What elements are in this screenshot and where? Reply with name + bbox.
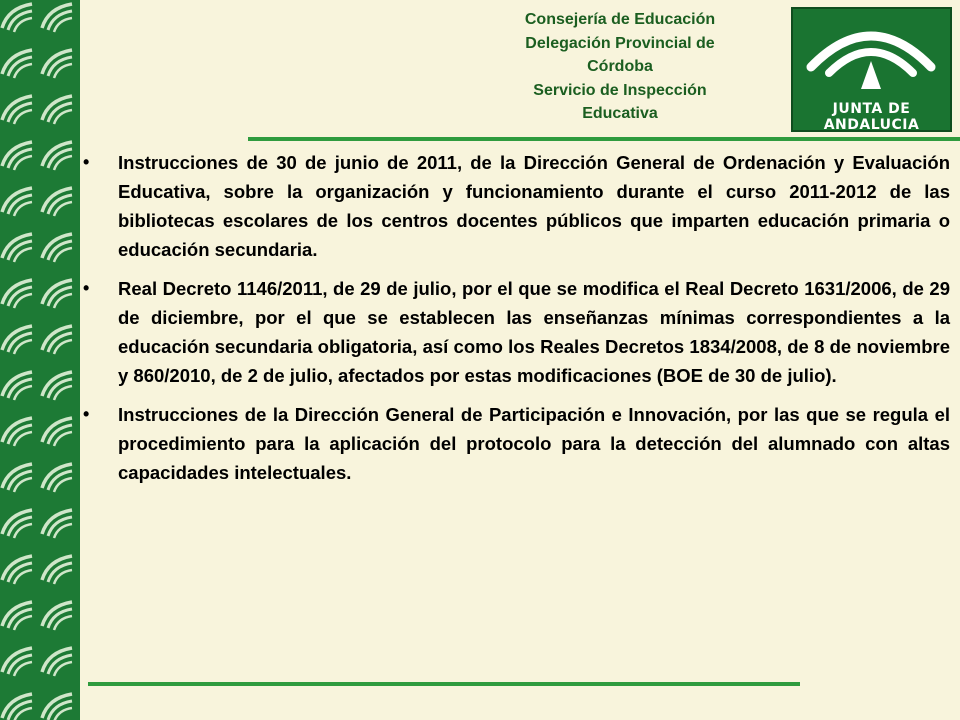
org-line-2: Delegación Provincial de [525, 34, 715, 52]
logo-caption: JUNTA DE ANDALUCIA [823, 101, 920, 133]
service-line-1: Servicio de Inspección [533, 81, 707, 99]
bullet-icon: • [83, 152, 90, 172]
list-item [80, 148, 950, 264]
decorative-side-band [0, 0, 80, 720]
arch-pattern-icon [0, 0, 80, 720]
junta-logo [791, 7, 952, 132]
list-item-text: Instrucciones de 30 de junio de 2011, de la Dirección General de Ordenación y Evaluación Educativa, sobre la organización y funcionamiento durante el curso 2011-2012 de las bibliotecas escolares de los centros docentes públicos que imparten educación primaria o educación secundaria. [118, 152, 950, 260]
org-line-1: Consejería de Educación [524, 11, 716, 28]
list-item-text: Instrucciones de la Dirección General de Participación e Innovación, por las que se regula el procedimiento para la aplicación del protocolo para la detección del alumnado con altas capacidades intelectuales. [118, 404, 950, 483]
org-line-3: Córdoba [587, 58, 653, 75]
top-divider [248, 137, 960, 141]
bullet-icon: • [83, 278, 90, 298]
list-item [80, 400, 950, 487]
header-institution [470, 8, 770, 126]
bottom-divider [88, 682, 800, 686]
bullet-list [80, 148, 950, 497]
service-line-2: Educativa [582, 105, 658, 122]
list-item-text: Real Decreto 1146/2011, de 29 de julio, por el que se modifica el Real Decreto 1631/2006, de 29 de diciembre, por el que se establecen las enseñanzas mínimas correspondientes a la educación secundaria obligatoria, así como los Reales Decretos 1834/2008, de 8 de noviembre y 860/2010, de 2 de julio, afectados por estas modificaciones (BOE de 30 de julio). [118, 278, 950, 386]
bullet-icon: • [83, 404, 90, 424]
list-item [80, 274, 950, 390]
